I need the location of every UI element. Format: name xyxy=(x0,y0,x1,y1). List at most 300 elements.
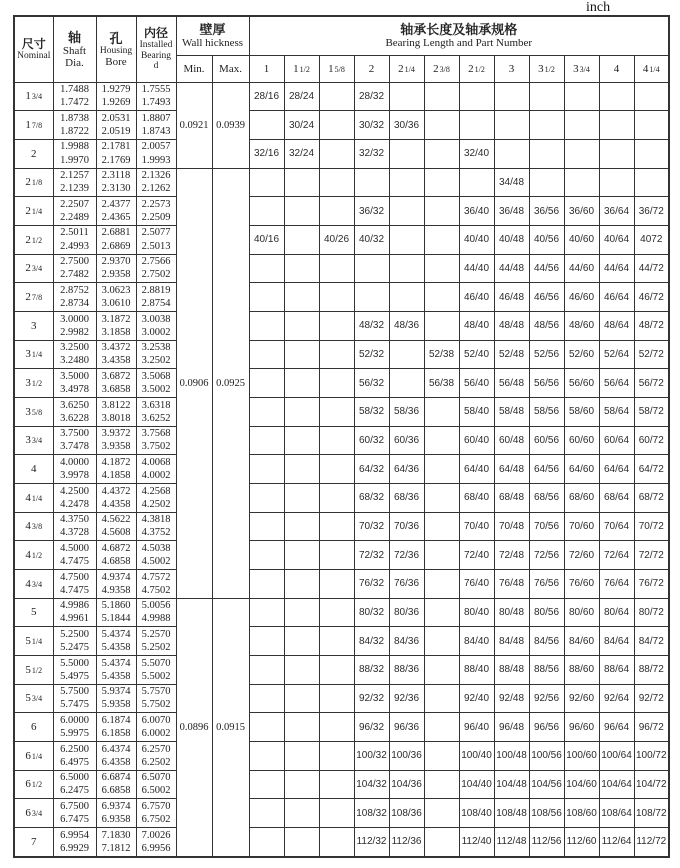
spec-row xyxy=(14,598,669,627)
bearing-cell: 48/36 xyxy=(389,311,424,340)
bearing-cell xyxy=(249,340,284,369)
shaft-en2: Dia. xyxy=(65,56,84,69)
bearing-cell: 64/72 xyxy=(634,455,669,484)
shaft-cell: 5.2500 5.2475 xyxy=(53,627,96,656)
bearing-cell: 60/60 xyxy=(564,426,599,455)
installed-cell: 3.7568 3.7502 xyxy=(136,426,176,455)
bearing-cell: 84/40 xyxy=(459,627,494,656)
bearing-cell: 76/48 xyxy=(494,569,529,598)
bearing-cell xyxy=(424,82,459,111)
shaft-cell: 2.1257 2.1239 xyxy=(53,168,96,197)
bearing-cell: 70/56 xyxy=(529,512,564,541)
bearing-cell xyxy=(319,512,354,541)
bearing-cell xyxy=(599,82,634,111)
bearing-cell: 52/56 xyxy=(529,340,564,369)
bearing-cell: 58/32 xyxy=(354,397,389,426)
bearing-cell: 40/60 xyxy=(564,225,599,254)
bearing-cell xyxy=(564,82,599,111)
bearing-cell xyxy=(354,168,389,197)
bearing-col-header: 21/4 xyxy=(389,55,424,82)
spec-row xyxy=(14,397,669,426)
bearing-cell: 32/40 xyxy=(459,139,494,168)
bearing-cell: 60/36 xyxy=(389,426,424,455)
bearing-cell xyxy=(284,598,319,627)
bearing-cell xyxy=(634,139,669,168)
bearing-cell xyxy=(424,225,459,254)
shaft-cell: 6.2500 6.4975 xyxy=(53,741,96,770)
bearing-cell: 48/60 xyxy=(564,311,599,340)
bearing-cell: 4072 xyxy=(634,225,669,254)
bearing-cell xyxy=(634,111,669,140)
bearing-cell: 104/48 xyxy=(494,770,529,799)
bearing-cell: 100/64 xyxy=(599,741,634,770)
bearing-col-header: 11/2 xyxy=(284,55,319,82)
bearing-cell: 64/60 xyxy=(564,455,599,484)
bearing-cell: 30/36 xyxy=(389,111,424,140)
bearing-cell xyxy=(249,713,284,742)
housing-cell: 6.9374 6.9358 xyxy=(96,799,136,828)
bearing-cell: 32/16 xyxy=(249,139,284,168)
shaft-cell: 3.5000 3.4978 xyxy=(53,369,96,398)
nominal-cell: 5 xyxy=(14,598,53,627)
bearing-cell: 80/48 xyxy=(494,598,529,627)
bearing-cell xyxy=(634,168,669,197)
bearing-cell: 70/48 xyxy=(494,512,529,541)
bearing-cell: 52/40 xyxy=(459,340,494,369)
bearing-cell xyxy=(529,82,564,111)
bearing-cell: 76/72 xyxy=(634,569,669,598)
bearing-cell xyxy=(284,426,319,455)
installed-en1: Installed xyxy=(139,40,173,50)
bearing-cell xyxy=(424,684,459,713)
bearing-cell: 68/72 xyxy=(634,483,669,512)
shaft-cell: 2.7500 2.7482 xyxy=(53,254,96,283)
installed-cell: 4.2568 4.2502 xyxy=(136,483,176,512)
installed-cell: 3.2538 3.2502 xyxy=(136,340,176,369)
bearing-cell: 32/24 xyxy=(284,139,319,168)
spec-row xyxy=(14,627,669,656)
bearing-cell xyxy=(284,197,319,226)
bearing-cell: 92/40 xyxy=(459,684,494,713)
bearing-cell xyxy=(249,168,284,197)
shaft-en1: Shaft xyxy=(62,44,87,57)
bearing-cell xyxy=(424,541,459,570)
shaft-cell: 4.7500 4.7475 xyxy=(53,569,96,598)
shaft-cell: 3.0000 2.9982 xyxy=(53,311,96,340)
bearing-cell xyxy=(319,799,354,828)
bearing-cell xyxy=(249,541,284,570)
bearing-cell: 52/32 xyxy=(354,340,389,369)
bearing-cell: 88/32 xyxy=(354,655,389,684)
bearing-cell: 88/72 xyxy=(634,655,669,684)
bearing-cell xyxy=(284,799,319,828)
bearing-cell xyxy=(424,713,459,742)
installed-cell: 2.8819 2.8754 xyxy=(136,283,176,312)
bearing-cell: 64/36 xyxy=(389,455,424,484)
bearing-cell: 80/72 xyxy=(634,598,669,627)
bearing-cell xyxy=(319,483,354,512)
housing-cell: 4.9374 4.9358 xyxy=(96,569,136,598)
housing-cell: 2.9370 2.9358 xyxy=(96,254,136,283)
bearing-cell xyxy=(284,254,319,283)
bearing-cell xyxy=(529,139,564,168)
installed-cell: 1.7555 1.7493 xyxy=(136,82,176,111)
shaft-cell: 2.5011 2.4993 xyxy=(53,225,96,254)
bearing-cell: 40/40 xyxy=(459,225,494,254)
bearing-cell xyxy=(424,397,459,426)
bearing-cell xyxy=(564,139,599,168)
bearing-cell xyxy=(389,369,424,398)
bearing-cell xyxy=(284,225,319,254)
bearing-cell xyxy=(459,82,494,111)
nominal-cell: 61/4 xyxy=(14,741,53,770)
bearing-cell: 68/40 xyxy=(459,483,494,512)
bearing-cell: 44/72 xyxy=(634,254,669,283)
spec-row xyxy=(14,311,669,340)
bearing-cell: 100/56 xyxy=(529,741,564,770)
bearing-cell: 96/56 xyxy=(529,713,564,742)
bearing-cell: 40/32 xyxy=(354,225,389,254)
bearing-cell: 100/60 xyxy=(564,741,599,770)
bearing-cell xyxy=(634,82,669,111)
bearing-cell: 56/48 xyxy=(494,369,529,398)
bearing-cell xyxy=(284,827,319,857)
bearing-cell xyxy=(319,369,354,398)
bearing-cell xyxy=(319,283,354,312)
bearing-cell xyxy=(529,168,564,197)
bearing-cell: 88/40 xyxy=(459,655,494,684)
bearing-cell: 84/32 xyxy=(354,627,389,656)
bearing-cell xyxy=(249,569,284,598)
nominal-cell: 61/2 xyxy=(14,770,53,799)
housing-en2: Bore xyxy=(105,56,127,68)
bearing-cell xyxy=(284,311,319,340)
bearing-cell: 92/60 xyxy=(564,684,599,713)
bearing-cell: 64/48 xyxy=(494,455,529,484)
bearing-cell: 112/56 xyxy=(529,827,564,857)
bearing-cell xyxy=(599,139,634,168)
bearing-cell: 36/72 xyxy=(634,197,669,226)
col-header-bearing-group xyxy=(249,16,669,55)
bearing-cell: 70/32 xyxy=(354,512,389,541)
installed-en3: d xyxy=(153,61,159,71)
bearing-cell: 92/56 xyxy=(529,684,564,713)
bearing-cell xyxy=(319,541,354,570)
shaft-cell: 4.0000 3.9978 xyxy=(53,455,96,484)
housing-en1: Housing xyxy=(99,45,133,56)
bearing-cell: 40/64 xyxy=(599,225,634,254)
spec-row xyxy=(14,483,669,512)
bearing-col-header: 23/8 xyxy=(424,55,459,82)
spec-row xyxy=(14,139,669,168)
bearing-cell: 52/38 xyxy=(424,340,459,369)
housing-cell: 4.1872 4.1858 xyxy=(96,455,136,484)
installed-cell: 7.0026 6.9956 xyxy=(136,827,176,857)
bearing-cell xyxy=(249,283,284,312)
bearing-cell: 80/60 xyxy=(564,598,599,627)
bearing-cell: 72/72 xyxy=(634,541,669,570)
installed-cell: 3.5068 3.5002 xyxy=(136,369,176,398)
shaft-cell: 3.6250 3.6228 xyxy=(53,397,96,426)
nominal-cell: 31/4 xyxy=(14,340,53,369)
bearing-cell: 68/64 xyxy=(599,483,634,512)
bearing-cell: 68/60 xyxy=(564,483,599,512)
shaft-cell: 1.8738 1.8722 xyxy=(53,111,96,140)
bearing-cell xyxy=(599,168,634,197)
bearing-cell: 64/40 xyxy=(459,455,494,484)
shaft-zh: 轴 xyxy=(67,29,81,45)
bearing-cell xyxy=(319,168,354,197)
bearing-cell: 36/40 xyxy=(459,197,494,226)
col-header-installed xyxy=(136,16,176,82)
bearing-cell: 72/64 xyxy=(599,541,634,570)
bearing-cell xyxy=(249,598,284,627)
spec-row xyxy=(14,340,669,369)
bearing-cell: 84/60 xyxy=(564,627,599,656)
bearing-cell xyxy=(424,311,459,340)
bearing-cell: 84/36 xyxy=(389,627,424,656)
bearing-cell xyxy=(319,741,354,770)
bearing-cell xyxy=(389,168,424,197)
bearing-cell: 40/56 xyxy=(529,225,564,254)
bearing-cell: 80/32 xyxy=(354,598,389,627)
spec-row xyxy=(14,770,669,799)
bearing-cell: 36/48 xyxy=(494,197,529,226)
nominal-cell: 33/4 xyxy=(14,426,53,455)
nominal-cell: 6 xyxy=(14,713,53,742)
bearing-cell: 100/36 xyxy=(389,741,424,770)
installed-en2: Bearing xyxy=(140,50,172,61)
bearing-cell xyxy=(424,569,459,598)
bearing-zh: 轴承长度及轴承规格 xyxy=(400,22,518,38)
nominal-cell: 21/8 xyxy=(14,168,53,197)
bearing-cell: 108/56 xyxy=(529,799,564,828)
bearing-cell xyxy=(494,139,529,168)
bearing-cell xyxy=(249,111,284,140)
bearing-cell xyxy=(284,369,319,398)
bearing-cell: 96/36 xyxy=(389,713,424,742)
spec-row xyxy=(14,569,669,598)
bearing-en: Bearing Length and Part Number xyxy=(385,37,533,50)
bearing-col-header: 41/4 xyxy=(634,55,669,82)
bearing-cell: 108/40 xyxy=(459,799,494,828)
bearing-cell: 108/48 xyxy=(494,799,529,828)
housing-cell: 3.0623 3.0610 xyxy=(96,283,136,312)
bearing-cell: 76/64 xyxy=(599,569,634,598)
col-header-housing xyxy=(96,16,136,82)
bearing-cell xyxy=(249,483,284,512)
bearing-cell: 96/72 xyxy=(634,713,669,742)
nominal-cell: 17/8 xyxy=(14,111,53,140)
installed-cell: 1.8807 1.8743 xyxy=(136,111,176,140)
bearing-cell: 58/56 xyxy=(529,397,564,426)
bearing-cell xyxy=(319,713,354,742)
bearing-cell: 56/60 xyxy=(564,369,599,398)
bearing-cell xyxy=(249,254,284,283)
bearing-cell xyxy=(424,426,459,455)
spec-row xyxy=(14,225,669,254)
shaft-cell: 2.8752 2.8734 xyxy=(53,283,96,312)
nominal-en: Nominal xyxy=(17,50,51,61)
shaft-cell: 5.7500 5.7475 xyxy=(53,684,96,713)
bearing-col-header: 2 xyxy=(354,55,389,82)
installed-cell: 6.5070 6.5002 xyxy=(136,770,176,799)
bearing-cell: 76/40 xyxy=(459,569,494,598)
spec-row xyxy=(14,82,669,111)
installed-cell: 5.7570 5.7502 xyxy=(136,684,176,713)
bearing-cell: 44/56 xyxy=(529,254,564,283)
bearing-cell: 58/36 xyxy=(389,397,424,426)
spec-row xyxy=(14,512,669,541)
bearing-spec-table xyxy=(13,15,670,858)
bearing-cell: 104/56 xyxy=(529,770,564,799)
bearing-cell xyxy=(389,283,424,312)
bearing-cell: 96/64 xyxy=(599,713,634,742)
installed-cell: 4.7572 4.7502 xyxy=(136,569,176,598)
shaft-cell: 3.7500 3.7478 xyxy=(53,426,96,455)
bearing-cell: 46/64 xyxy=(599,283,634,312)
bearing-cell: 84/48 xyxy=(494,627,529,656)
bearing-cell: 46/48 xyxy=(494,283,529,312)
bearing-cell xyxy=(459,111,494,140)
bearing-cell: 100/72 xyxy=(634,741,669,770)
spec-row xyxy=(14,827,669,857)
bearing-cell: 60/72 xyxy=(634,426,669,455)
bearing-cell xyxy=(424,799,459,828)
nominal-cell: 4 xyxy=(14,455,53,484)
bearing-cell: 46/72 xyxy=(634,283,669,312)
bearing-cell xyxy=(249,512,284,541)
col-header-shaft xyxy=(53,16,96,82)
bearing-cell xyxy=(284,741,319,770)
bearing-cell: 88/48 xyxy=(494,655,529,684)
housing-cell: 3.4372 3.4358 xyxy=(96,340,136,369)
bearing-col-header: 1 xyxy=(249,55,284,82)
bearing-cell: 44/48 xyxy=(494,254,529,283)
bearing-cell: 104/32 xyxy=(354,770,389,799)
bearing-cell xyxy=(319,627,354,656)
wall-max-cell: 0.0939 xyxy=(212,82,249,168)
housing-cell: 5.1860 5.1844 xyxy=(96,598,136,627)
installed-cell: 3.0038 3.0002 xyxy=(136,311,176,340)
bearing-cell xyxy=(319,82,354,111)
bearing-cell: 84/56 xyxy=(529,627,564,656)
bearing-cell: 104/36 xyxy=(389,770,424,799)
bearing-cell xyxy=(389,197,424,226)
bearing-cell xyxy=(354,254,389,283)
nominal-cell: 13/4 xyxy=(14,82,53,111)
bearing-cell xyxy=(424,455,459,484)
spec-row xyxy=(14,741,669,770)
wall-min-cell: 0.0906 xyxy=(176,168,212,598)
shaft-cell: 4.2500 4.2478 xyxy=(53,483,96,512)
bearing-cell xyxy=(424,770,459,799)
shaft-cell: 4.9986 4.9961 xyxy=(53,598,96,627)
bearing-cell xyxy=(389,254,424,283)
bearing-cell xyxy=(284,541,319,570)
installed-cell: 6.7570 6.7502 xyxy=(136,799,176,828)
bearing-cell xyxy=(354,283,389,312)
header-row-top xyxy=(14,16,669,55)
spec-row xyxy=(14,655,669,684)
bearing-cell xyxy=(284,483,319,512)
nominal-cell: 41/2 xyxy=(14,541,53,570)
bearing-cell: 70/36 xyxy=(389,512,424,541)
bearing-cell: 64/32 xyxy=(354,455,389,484)
bearing-cell: 80/40 xyxy=(459,598,494,627)
installed-cell: 4.0068 4.0002 xyxy=(136,455,176,484)
bearing-cell: 56/56 xyxy=(529,369,564,398)
bearing-cell xyxy=(319,197,354,226)
bearing-cell: 112/64 xyxy=(599,827,634,857)
bearing-cell: 112/36 xyxy=(389,827,424,857)
bearing-cell: 46/60 xyxy=(564,283,599,312)
nominal-cell: 41/4 xyxy=(14,483,53,512)
bearing-cell xyxy=(284,713,319,742)
bearing-cell: 72/56 xyxy=(529,541,564,570)
bearing-cell: 100/40 xyxy=(459,741,494,770)
shaft-cell: 1.9988 1.9970 xyxy=(53,139,96,168)
bearing-cell xyxy=(284,340,319,369)
nominal-cell: 7 xyxy=(14,827,53,857)
bearing-cell xyxy=(284,512,319,541)
bearing-cell: 60/40 xyxy=(459,426,494,455)
wall-min-cell: 0.0896 xyxy=(176,598,212,857)
bearing-cell: 76/56 xyxy=(529,569,564,598)
bearing-cell xyxy=(249,655,284,684)
spec-row xyxy=(14,168,669,197)
bearing-cell: 36/56 xyxy=(529,197,564,226)
bearing-cell xyxy=(494,82,529,111)
bearing-cell xyxy=(319,827,354,857)
bearing-cell xyxy=(599,111,634,140)
housing-cell: 6.6874 6.6858 xyxy=(96,770,136,799)
bearing-cell xyxy=(319,455,354,484)
housing-cell: 3.6872 3.6858 xyxy=(96,369,136,398)
bearing-cell xyxy=(424,168,459,197)
bearing-cell: 58/64 xyxy=(599,397,634,426)
bearing-cell: 48/48 xyxy=(494,311,529,340)
housing-cell: 2.0531 2.0519 xyxy=(96,111,136,140)
nominal-cell: 51/4 xyxy=(14,627,53,656)
bearing-cell xyxy=(249,455,284,484)
bearing-cell xyxy=(319,569,354,598)
bearing-cell xyxy=(424,197,459,226)
bearing-cell: 34/48 xyxy=(494,168,529,197)
bearing-cell: 52/72 xyxy=(634,340,669,369)
housing-cell: 6.1874 6.1858 xyxy=(96,713,136,742)
bearing-cell: 30/32 xyxy=(354,111,389,140)
bearing-cell xyxy=(424,254,459,283)
bearing-cell: 48/72 xyxy=(634,311,669,340)
bearing-col-header: 15/8 xyxy=(319,55,354,82)
bearing-cell: 88/60 xyxy=(564,655,599,684)
bearing-cell: 100/48 xyxy=(494,741,529,770)
bearing-cell: 100/32 xyxy=(354,741,389,770)
bearing-cell xyxy=(319,340,354,369)
shaft-cell: 1.7488 1.7472 xyxy=(53,82,96,111)
housing-cell: 3.8122 3.8018 xyxy=(96,397,136,426)
col-header-min: Min. xyxy=(176,55,212,82)
spec-row xyxy=(14,684,669,713)
shaft-cell: 4.3750 4.3728 xyxy=(53,512,96,541)
bearing-col-header: 4 xyxy=(599,55,634,82)
bearing-cell xyxy=(249,369,284,398)
bearing-cell: 92/36 xyxy=(389,684,424,713)
bearing-cell xyxy=(424,283,459,312)
bearing-cell: 60/32 xyxy=(354,426,389,455)
bearing-col-header: 31/2 xyxy=(529,55,564,82)
